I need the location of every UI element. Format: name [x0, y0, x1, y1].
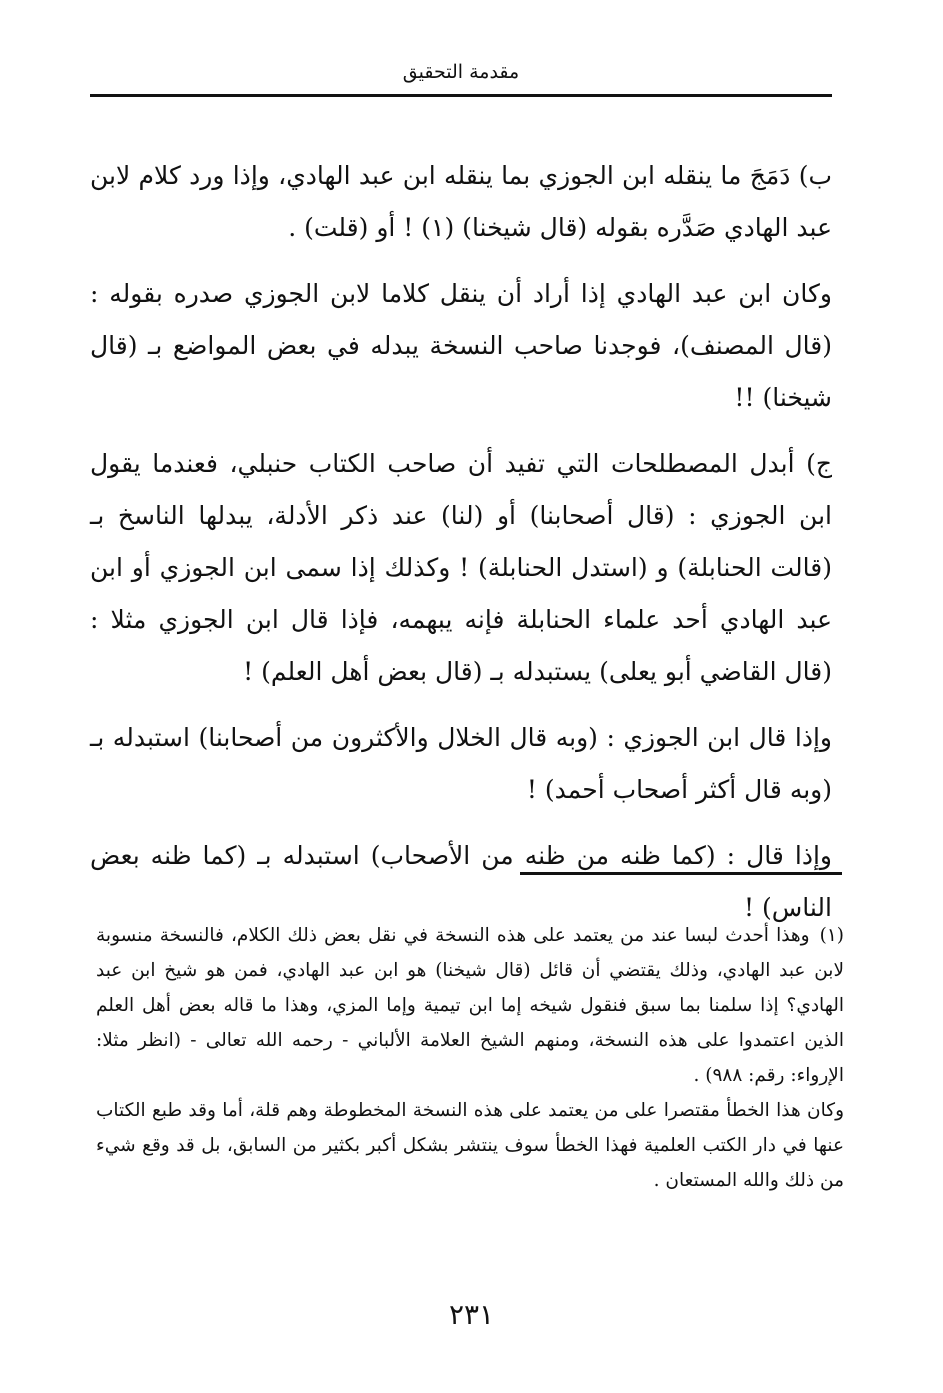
- footnote-1: [96, 918, 844, 1093]
- paragraph-c: ج) أبدل المصطلحات التي تفيد أن صاحب الكتاب حنبلي، فعندما يقول ابن الجوزي : (قال أصحابنا) أو (لنا) عند ذكر الأدلة، يبدلها الناسخ بـ (قالت الحنابلة) و (استدل الحنابلة) ! وكذلك إذا سمى ابن الجوزي أو ابن عبد الهادي أحد علماء الحنابلة فإنه يبهمه، فإذا قال ابن الجوزي مثلا : (قال القاضي أبو يعلى) يستبدله بـ (قال بعض أهل العلم) !: [90, 449, 832, 686]
- footnotes: [96, 918, 844, 1198]
- header-rule: [90, 94, 832, 97]
- page-number: ٢٣١: [448, 1298, 495, 1331]
- paragraph-c-example-1: وإذا قال ابن الجوزي : (وبه قال الخلال والأكثرون من أصحابنا) استبدله بـ (وبه قال أكثر أصحاب أحمد) !: [90, 723, 832, 804]
- running-header: مقدمة التحقيق: [402, 61, 520, 83]
- main-text: [90, 150, 832, 948]
- paragraph-b: ب) دَمَجَ ما ينقله ابن الجوزي بما ينقله ابن عبد الهادي، وإذا ورد كلام لابن عبد الهادي صَدَّره بقوله (قال شيخنا) (١) ! أو (قلت) .: [90, 161, 832, 242]
- footnote-rule: [520, 872, 842, 875]
- paragraph-c-example-2: وإذا قال : (كما ظنه من ظنه من الأصحاب) استبدله بـ (كما ظنه بعض الناس) !: [90, 841, 832, 922]
- footnote-number: (١): [819, 925, 844, 946]
- footnote-text: وهذا أحدث لبسا عند من يعتمد على هذه النسخة في نقل بعض ذلك الكلام، فالنسخة منسوبة لابن عبد الهادي، وذلك يقتضي أن قائل (قال شيخنا) هو ابن عبد الهادي، فمن هو شيخ ابن عبد الهادي؟ إذا سلمنا بما سبق فنقول شيخه إما ابن تيمية وإما المزي، وهذا ما قاله بعض أهل العلم الذين اعتمدوا على هذه النسخة، ومنهم الشيخ العلامة الألباني - رحمه الله تعالى - (انظر مثلا: الإرواء: رقم: ٩٨٨) .: [96, 925, 844, 1086]
- footnote-continuation: وكان هذا الخطأ مقتصرا على من يعتمد على هذه النسخة المخطوطة وهم قلة، أما وقد طبع الكتاب عنها في دار الكتب العلمية فهذا الخطأ سوف ينتشر بشكل أكبر بكثير من السابق، بل قد وقع شيء من ذلك والله المستعان .: [96, 1100, 844, 1191]
- paragraph-b-continued: وكان ابن عبد الهادي إذا أراد أن ينقل كلاما لابن الجوزي صدره بقوله : (قال المصنف)، فوجدنا صاحب النسخة يبدله في بعض المواضع بـ (قال شيخنا) !!: [90, 279, 832, 412]
